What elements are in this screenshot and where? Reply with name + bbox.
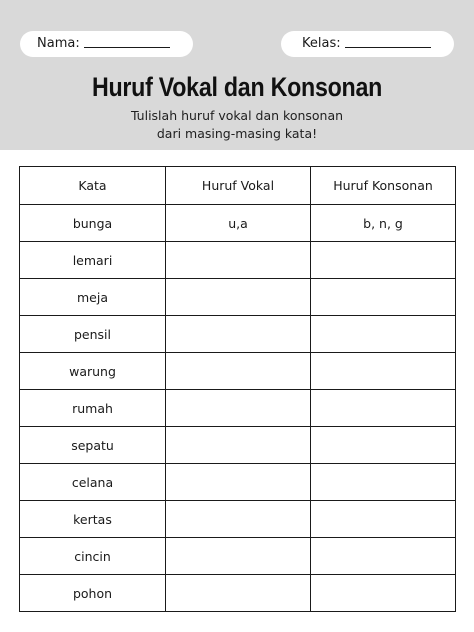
table-row: [20, 316, 456, 353]
class-label: Kelas:: [302, 36, 341, 51]
vowels-cell[interactable]: u,a: [166, 205, 311, 242]
name-label: Nama:: [37, 36, 80, 51]
table-row: [20, 390, 456, 427]
word-cell: rumah: [20, 390, 166, 427]
word-cell: pensil: [20, 316, 166, 353]
worksheet-table: [19, 166, 456, 612]
column-header-vowels: Huruf Vokal: [166, 167, 311, 205]
header-banner: [0, 0, 474, 150]
word-cell: cincin: [20, 538, 166, 575]
consonants-cell[interactable]: [311, 279, 456, 316]
consonants-cell[interactable]: [311, 464, 456, 501]
word-cell: pohon: [20, 575, 166, 612]
page-title: Huruf Vokal dan Konsonan: [91, 72, 383, 102]
instruction-line-2: dari masing-masing kata!: [156, 126, 318, 141]
instruction-line-1: Tulislah huruf vokal dan konsonan: [130, 108, 344, 123]
consonants-cell[interactable]: [311, 242, 456, 279]
consonants-cell[interactable]: [311, 353, 456, 390]
word-cell: warung: [20, 353, 166, 390]
table-row: [20, 575, 456, 612]
table-header-row: [20, 167, 456, 205]
table-row: [20, 205, 456, 242]
column-header-consonants: Huruf Konsonan: [311, 167, 456, 205]
consonants-cell[interactable]: [311, 501, 456, 538]
consonants-cell[interactable]: [311, 427, 456, 464]
table-row: [20, 427, 456, 464]
consonants-cell[interactable]: [311, 316, 456, 353]
vowels-cell[interactable]: [166, 575, 311, 612]
table-row: [20, 353, 456, 390]
word-cell: lemari: [20, 242, 166, 279]
word-cell: sepatu: [20, 427, 166, 464]
word-cell: kertas: [20, 501, 166, 538]
column-header-word: Kata: [20, 167, 166, 205]
vowels-cell[interactable]: [166, 427, 311, 464]
table-row: [20, 501, 456, 538]
word-cell: meja: [20, 279, 166, 316]
table-row: [20, 279, 456, 316]
vowels-cell[interactable]: [166, 538, 311, 575]
name-blank-line[interactable]: [84, 39, 170, 48]
table-row: [20, 242, 456, 279]
consonants-cell[interactable]: b, n, g: [311, 205, 456, 242]
word-cell: celana: [20, 464, 166, 501]
vowels-cell[interactable]: [166, 316, 311, 353]
class-blank-line[interactable]: [345, 39, 431, 48]
consonants-cell[interactable]: [311, 538, 456, 575]
class-field[interactable]: [281, 31, 454, 57]
vowels-cell[interactable]: [166, 390, 311, 427]
table-row: [20, 538, 456, 575]
vowels-cell[interactable]: [166, 501, 311, 538]
vowels-cell[interactable]: [166, 279, 311, 316]
consonants-cell[interactable]: [311, 575, 456, 612]
vowels-cell[interactable]: [166, 242, 311, 279]
vowels-cell[interactable]: [166, 353, 311, 390]
word-cell: bunga: [20, 205, 166, 242]
vowels-cell[interactable]: [166, 464, 311, 501]
name-field[interactable]: [20, 31, 193, 57]
consonants-cell[interactable]: [311, 390, 456, 427]
table-row: [20, 464, 456, 501]
